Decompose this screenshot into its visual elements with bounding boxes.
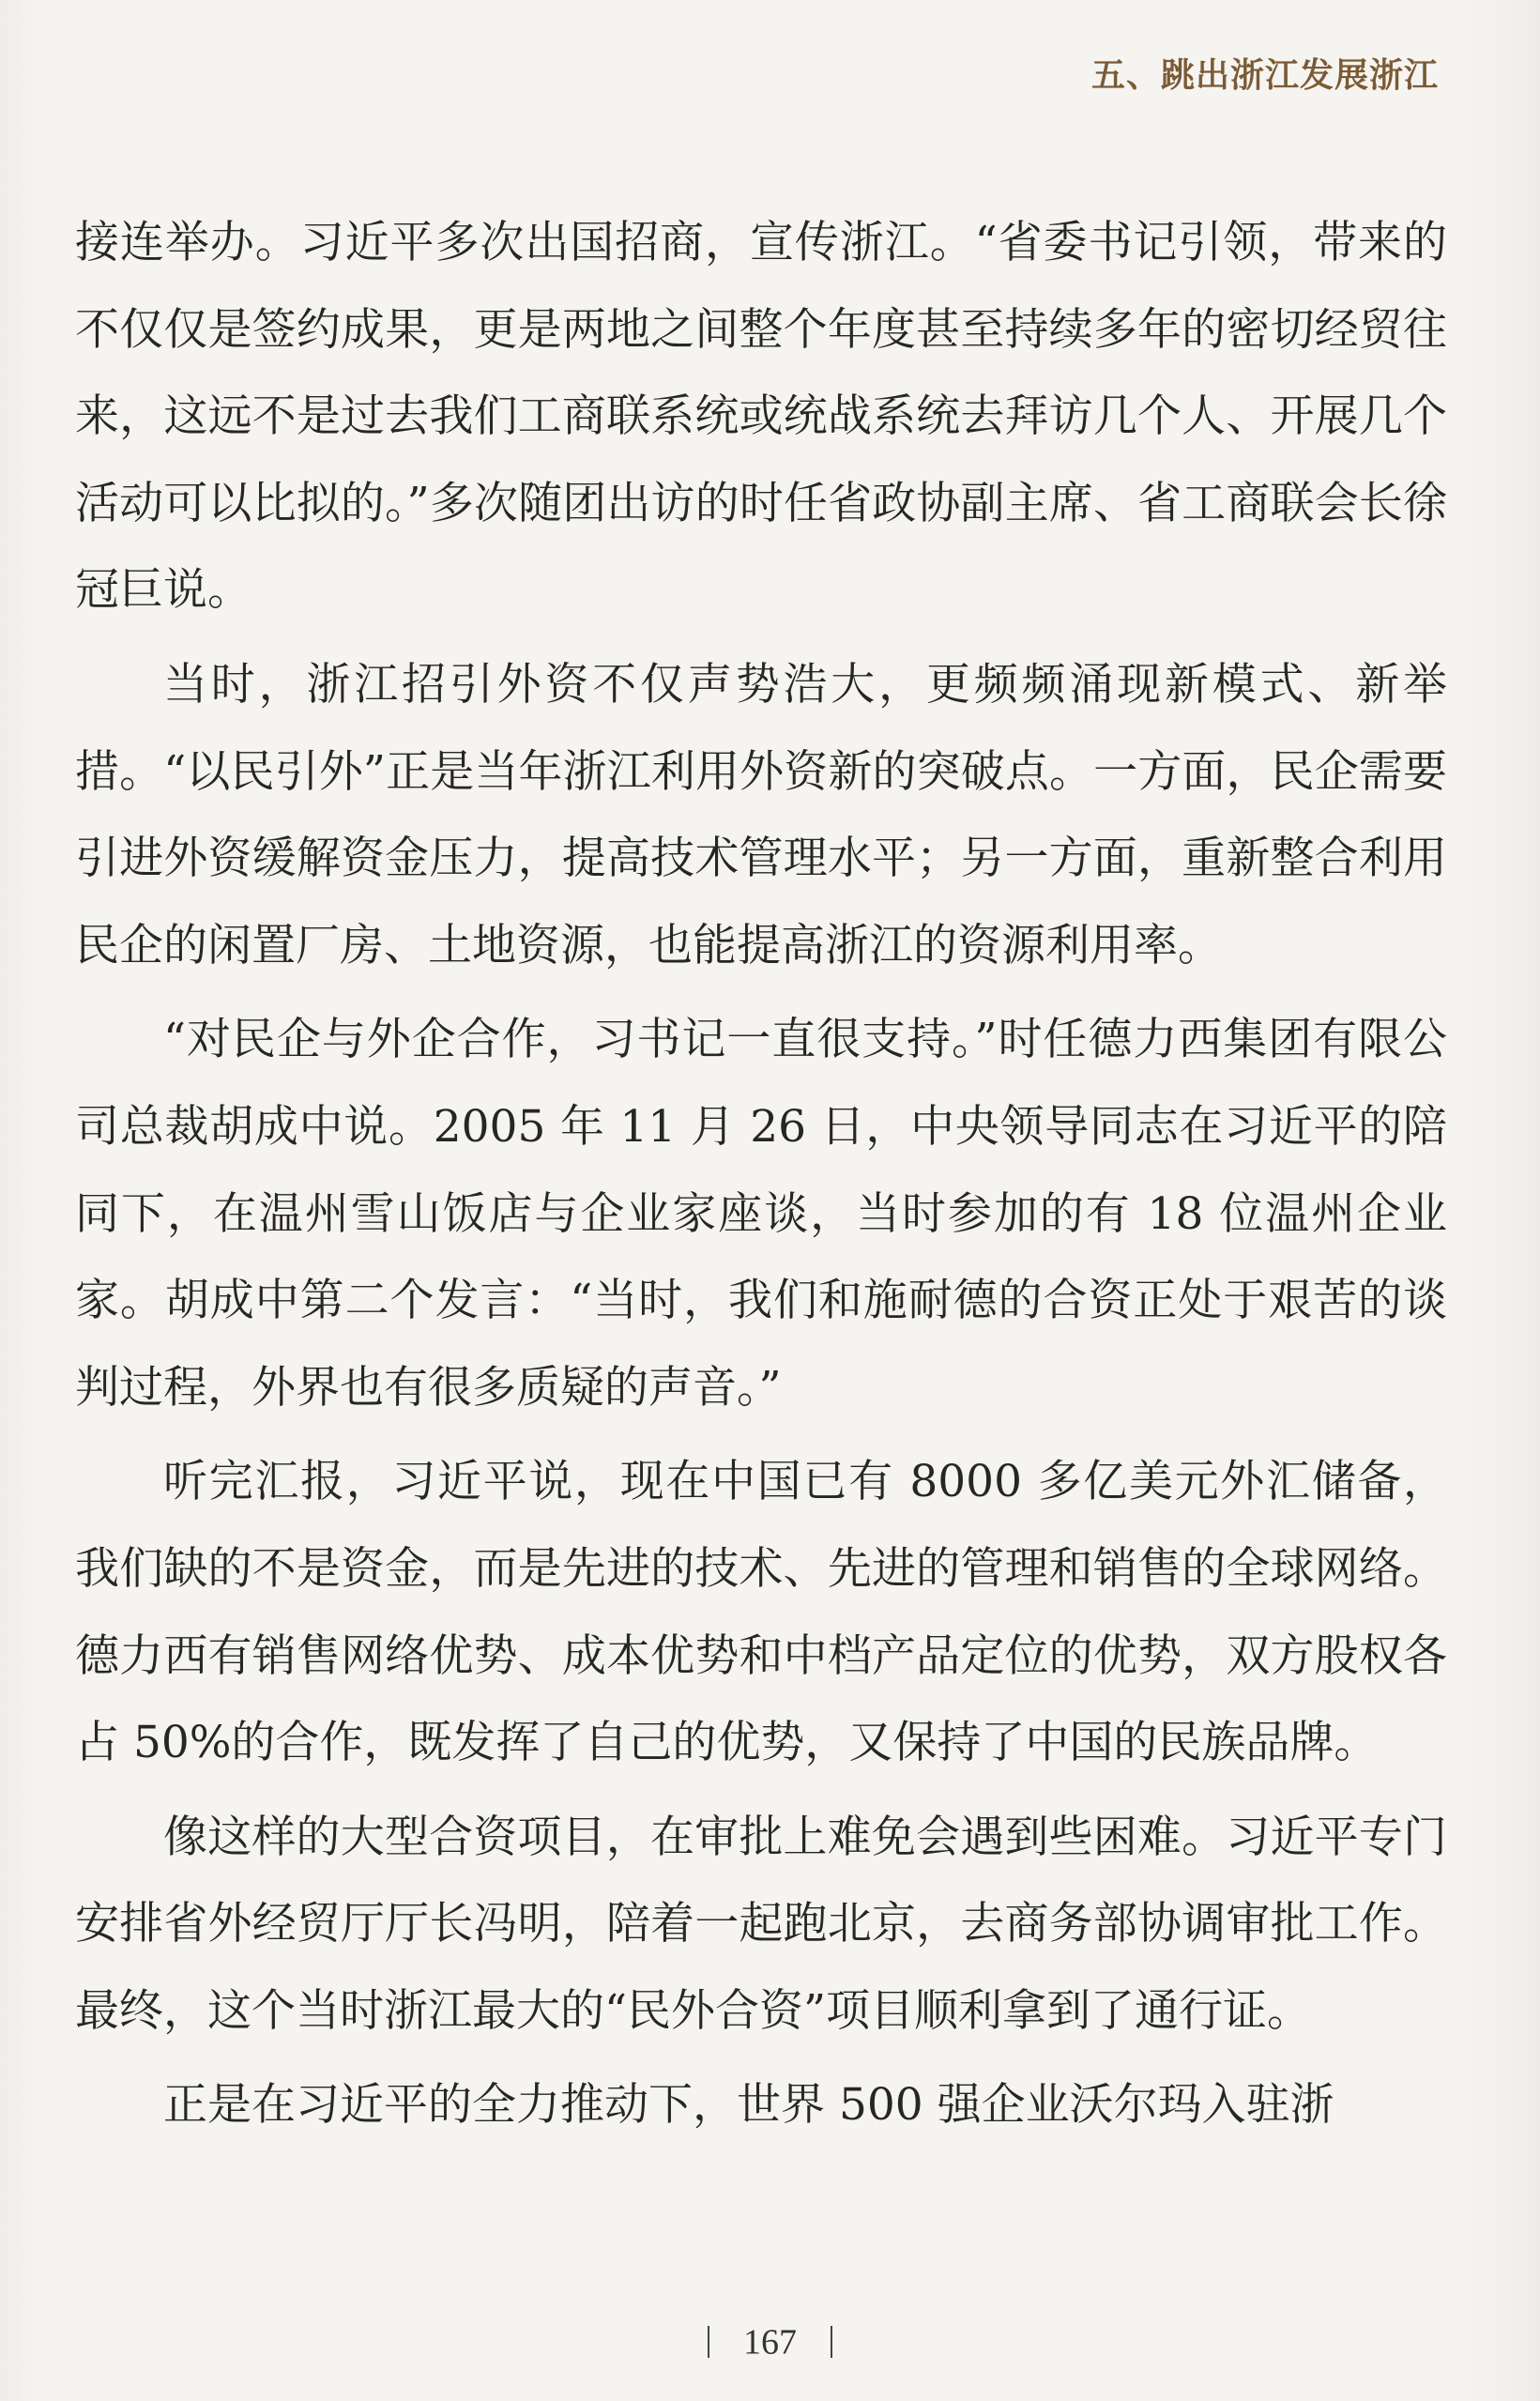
folio-right-bar [831,2326,832,2358]
body-text [75,200,1447,2157]
paragraph-4: 听完汇报，习近平说，现在中国已有 8000 多亿美元外汇储备，我们缺的不是资金，而是先进的技术、先进的管理和销售的全球网络。德力西有销售网络优势、成本优势和中档产品定位的优势，双方股权各占 50%的合作，既发挥了自己的优势，又保持了中国的民族品牌。 [75,1456,1447,1769]
folio-left-bar [708,2326,709,2358]
paragraph-2: 当时，浙江招引外资不仅声势浩大，更频频涌现新模式、新举措。“以民引外”正是当年浙江利用外资新的突破点。一方面，民企需要引进外资缓解资金压力，提高技术管理水平；另一方面，重新整合利用民企的闲置厂房、土地资源，也能提高浙江的资源利用率。 [75,658,1447,971]
paragraph-5: 像这样的大型合资项目，在审批上难免会遇到些困难。习近平专门安排省外经贸厅厅长冯明，陪着一起跑北京，去商务部协调审批工作。最终，这个当时浙江最大的“民外合资”项目顺利拿到了通行证。 [75,1811,1447,2037]
running-header-section-title: 五、跳出浙江发展浙江 [1090,55,1439,95]
page-number: 167 [743,2322,797,2363]
page-footer [0,2318,1540,2363]
paragraph-1: 接连举办。习近平多次出国招商，宣传浙江。“省委书记引领，带来的不仅仅是签约成果，更是两地之间整个年度甚至持续多年的密切经贸往来，这远不是过去我们工商联系统或统战系统去拜访几个人、开展几个活动可以比拟的。”多次随团出访的时任省政协副主席、省工商联会长徐冠巨说。 [75,217,1447,617]
paragraph-3: “对民企与外企合作，习书记一直很支持。”时任德力西集团有限公司总裁胡成中说。2005 年 11 月 26 日，中央领导同志在习近平的陪同下，在温州雪山饭店与企业家座谈，当时参加的有 18 位温州企业家。胡成中第二个发言：“当时，我们和施耐德的合资正处于艰苦的谈判过程，外界也有很多质疑的声音。” [75,1014,1447,1414]
paragraph-6: 正是在习近平的全力推动下，世界 500 强企业沃尔玛入驻浙 [163,2079,1334,2132]
